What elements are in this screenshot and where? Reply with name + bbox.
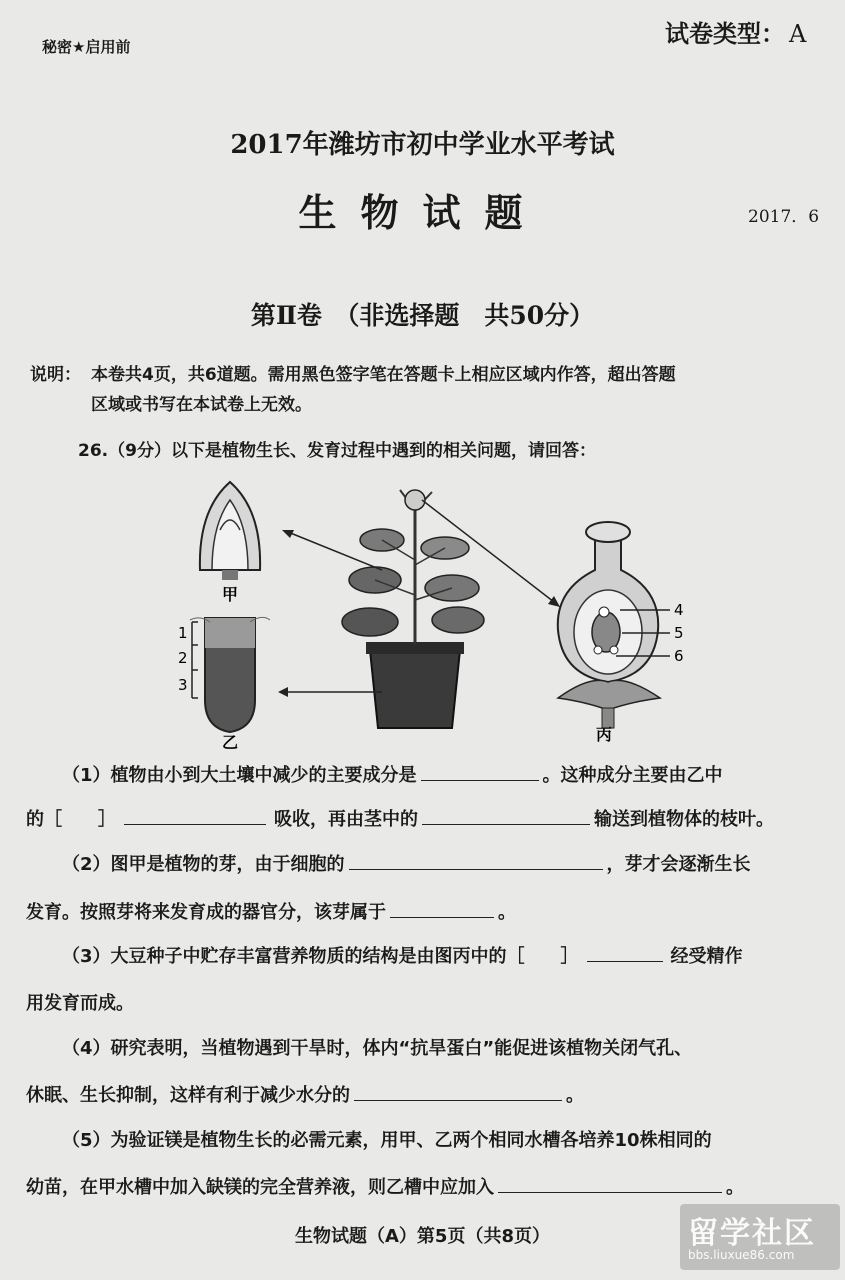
paper-type-label: 试卷类型：: [665, 20, 785, 48]
q3-line2: 用发育而成。: [26, 993, 134, 1014]
question-26-stem: 26.（9分）以下是植物生长、发育过程中遇到的相关问题，请回答：: [78, 441, 596, 461]
q1-part-a: （1）植物由小到大土壤中减少的主要成分是: [62, 765, 417, 786]
q4-line1: （4）研究表明，当植物遇到干旱时，体内“抗旱蛋白”能促进该植物关闭气孔、: [62, 1038, 693, 1059]
page-footer: 生物试题（A）第5页（共8页）: [295, 1226, 550, 1247]
q3-part-b: 经受精作: [670, 946, 743, 967]
exam-title: 2017年潍坊市初中学业水平考试: [230, 130, 615, 160]
q2-part-a: （2）图甲是植物的芽，由于细胞的: [62, 854, 345, 875]
root-tip-illustration: [190, 617, 270, 732]
root-label-1: 1: [178, 624, 188, 642]
q2-part-d: 。: [498, 902, 516, 923]
q4-line2: [26, 1082, 584, 1110]
flower-label-5: 5: [674, 624, 684, 642]
q3-part-a: （3）大豆种子中贮存丰富营养物质的结构是由图丙中的［ ］: [62, 946, 579, 967]
q2-part-c: 发育。按照芽将来发育成的器官分，该芽属于: [26, 902, 386, 923]
q3-line1: [62, 943, 743, 971]
flower-label-4: 4: [674, 601, 684, 619]
instruction-line2: 区域或书写在本试卷上无效。: [91, 395, 312, 415]
confidential-mark: 秘密★启用前: [42, 38, 131, 56]
q2-blank-1[interactable]: [349, 851, 603, 870]
q1-line2: [26, 806, 774, 834]
q2-line2: [26, 899, 516, 927]
paper-type: [665, 14, 806, 49]
label-yi: 乙: [222, 733, 239, 750]
label-jia: 甲: [222, 585, 239, 604]
q1-part-c: 的［ ］: [26, 809, 116, 830]
root-label-2: 2: [178, 649, 188, 667]
subject-title: 生物试题: [298, 190, 547, 235]
watermark-url: bbs.liuxue86.com: [688, 1248, 795, 1262]
instruction-line1: 本卷共4页，共6道题。需用黑色签字笔在答题卡上相应区域内作答，超出答题: [91, 365, 676, 385]
flower-label-6: 6: [674, 647, 684, 665]
root-label-3: 3: [178, 676, 188, 694]
label-bing: 丙: [596, 725, 613, 744]
q5-part-c: 。: [726, 1177, 744, 1198]
q5-blank[interactable]: [498, 1174, 722, 1193]
q3-blank[interactable]: [587, 943, 663, 962]
flower-section-illustration: [558, 522, 670, 728]
q5-line1: （5）为验证镁是植物生长的必需元素，用甲、乙两个相同水槽各培养10株相同的: [62, 1130, 712, 1151]
q1-part-d: 吸收，再由茎中的: [274, 809, 418, 830]
q2-blank-2[interactable]: [390, 899, 494, 918]
plant-figure: [170, 470, 690, 750]
q4-part-c: 。: [566, 1085, 584, 1106]
q5-part-b: 幼苗，在甲水槽中加入缺镁的完全营养液，则乙槽中应加入: [26, 1177, 494, 1198]
q4-blank[interactable]: [354, 1082, 562, 1101]
section-title: 第Ⅱ卷 （非选择题 共50分）: [250, 301, 595, 330]
q2-part-b: ，芽才会逐渐生长: [606, 854, 751, 875]
q1-blank-2[interactable]: [124, 806, 266, 825]
q1-blank-1[interactable]: [421, 762, 539, 781]
q1-line1: [62, 762, 723, 790]
exam-date: 2017．6: [748, 207, 820, 227]
watermark-title: 留学社区: [688, 1216, 816, 1251]
q1-part-e: 输送到植物体的枝叶。: [594, 809, 774, 830]
paper-type-value: A: [789, 20, 807, 48]
bud-illustration: [200, 482, 260, 580]
q4-part-b: 休眠、生长抑制，这样有利于减少水分的: [26, 1085, 350, 1106]
instruction-label: 说明：: [30, 365, 81, 385]
instruction: [30, 360, 820, 420]
q1-part-b: 。这种成分主要由乙中: [542, 765, 723, 786]
q1-blank-3[interactable]: [422, 806, 590, 825]
q5-line2: [26, 1174, 744, 1202]
q2-line1: [62, 851, 751, 879]
watermark-logo: [680, 1204, 840, 1270]
